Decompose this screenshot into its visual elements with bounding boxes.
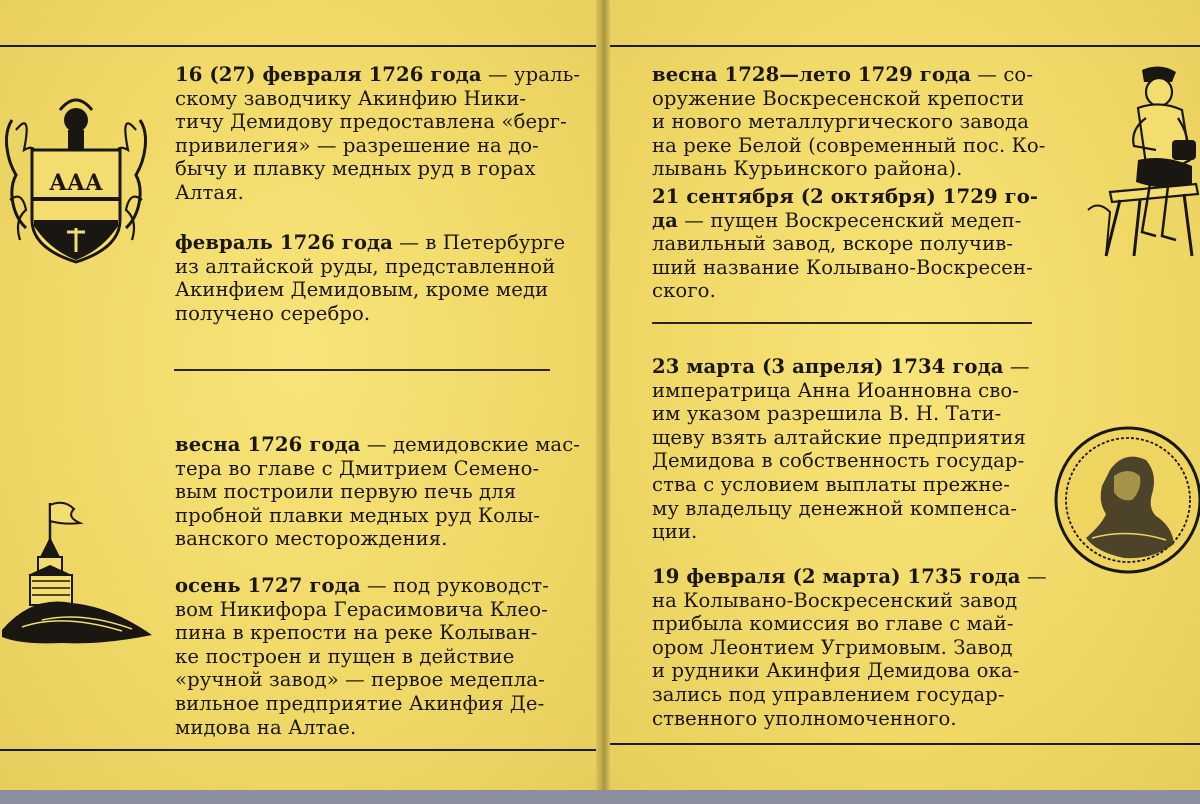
entry-date: 23 марта (3 апреля) 1734 года [652,355,1004,378]
entry-date: осень 1727 года [175,574,361,597]
craftsman-at-bench-icon [1080,60,1200,270]
entry-text: — со- оружение Воскресенской крепости и нового металлургического завода на реке Белой (современный пос. Ко- лывань Курьинского района). [652,63,1046,181]
right-page [610,0,1200,790]
entry-1727-autumn [175,574,549,739]
entry-1728-1729 [652,63,1046,181]
entry-1726-feb-16 [175,63,580,205]
entry-1726-feb [175,231,565,325]
entry-1726-spring [175,433,580,551]
coat-of-arms-letters: ААА [49,170,103,196]
bottom-rule [0,749,598,751]
book-bottom-edge [0,790,1200,804]
section-divider [652,322,1032,324]
bottom-rule [610,743,1200,745]
tower-on-hill-icon [2,495,157,650]
entry-text: — императрица Анна Иоанновна сво- им указом разрешила В. Н. Тати- щеву взять алтайские предприятия Демидова в собственность государ- ства с условием выплаты прежне- му владельцу денежной компенса- ции. [652,355,1030,544]
entry-1735-feb-19 [652,565,1047,730]
entry-1729-sep-21 [652,185,1038,303]
section-divider [174,369,550,371]
entry-text: — в Петербурге из алтайской руды, представленной Акинфием Демидовым, кроме меди получено серебро. [175,231,566,325]
entry-date: весна 1726 года [175,433,361,456]
top-rule [610,45,1200,47]
coin-portrait-icon [1052,420,1200,580]
coat-of-arms-icon [2,80,150,265]
entry-date: весна 1728—лето 1729 года [652,63,971,86]
entry-date: февраль 1726 года [175,231,393,254]
entry-text: — на Колывано-Воскресенский завод прибыла комиссия во главе с май- ором Леонтием Угримовым. Завод и рудники Акинфия Демидова ока- зались под управлением государ- ственного уполномоченного. [652,565,1047,730]
entry-date: 19 февраля (2 марта) 1735 года [652,565,1021,588]
entry-text: — демидовские мас- тера во главе с Дмитрием Семено- вым построили первую печь для пробной плавки медных руд Колы- ванского месторождения. [175,433,580,551]
entry-text: — пущен Воскресенский медеп- лавильный завод, вскоре получив- ший название Колывано-Воскресен- ского. [652,208,1033,303]
entry-text: — под руководст- вом Никифора Герасимовича Клео- пина в крепости на реке Колыван- ке построен и пущен в действие «ручной завод» — первое медепла- вильное предприятие Акинфия Де- мидова на Алтае. [175,574,549,739]
entry-text: — ураль- скому заводчику Акинфию Ники- тичу Демидову предоставлена «берг- привилегия» — разрешение на до- бычу и плавку медных руд в горах Алтая. [175,63,581,204]
entry-date: 16 (27) февраля 1726 года [175,63,482,86]
entry-1734-mar-23 [652,355,1030,544]
entry-date: 21 сентября (2 октября) 1729 го- да [652,185,1039,232]
top-rule [0,45,598,47]
left-page [0,0,598,790]
